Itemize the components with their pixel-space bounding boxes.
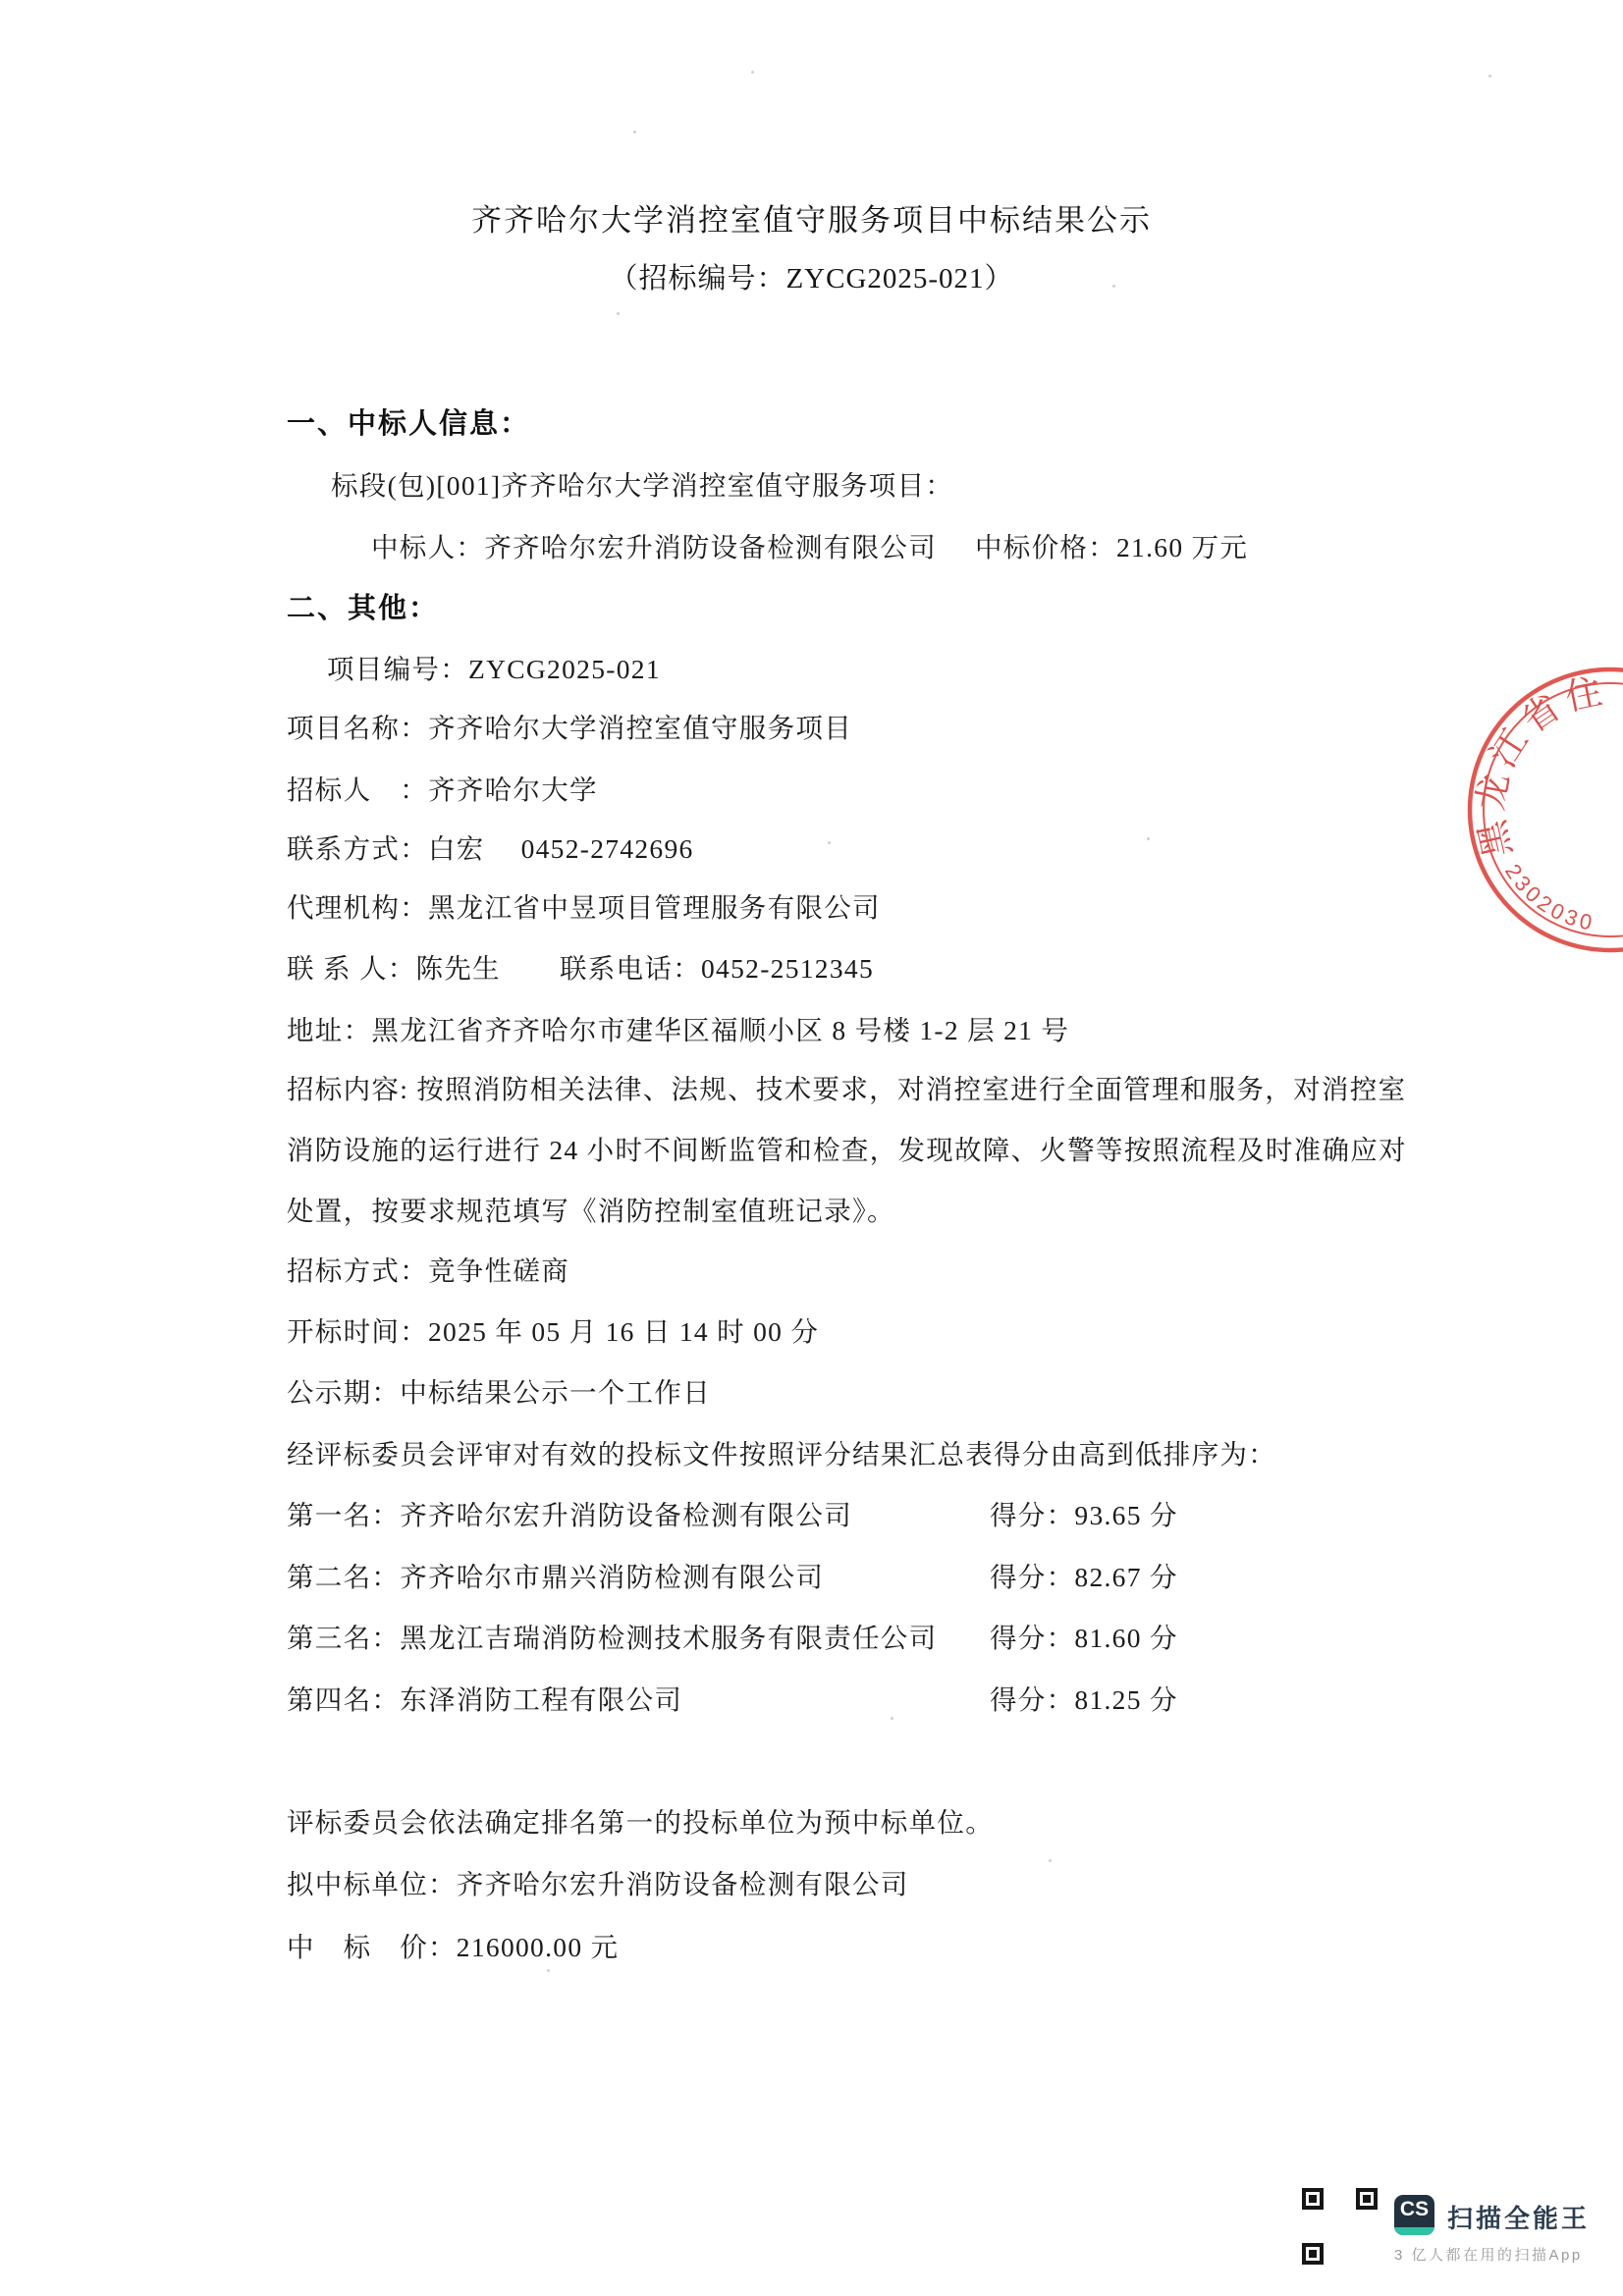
project-number-line: 项目编号：ZYCG2025-021 <box>327 654 661 684</box>
scan-speck <box>828 841 831 844</box>
ranking-score: 得分：81.60 分 <box>990 1623 1178 1653</box>
scan-speck <box>547 1969 550 1972</box>
tender-content-line3: 处置，按要求规范填写《消防控制室值班记录》。 <box>287 1196 895 1226</box>
ranking-company: 第二名：齐齐哈尔市鼎兴消防检测有限公司 <box>287 1562 825 1592</box>
tender-number-subtitle: （招标编号：ZYCG2025-021） <box>609 263 1014 294</box>
camscanner-logo-letters: CS <box>1399 2198 1430 2220</box>
winner-name: 中标人：齐齐哈尔宏升消防设备检测有限公司 <box>371 532 937 562</box>
tender-content-line2: 消防设施的运行进行 24 小时不间断监管和检查，发现故障、火警等按照流程及时准确应对 <box>287 1135 1407 1165</box>
winner-price: 中标价格：21.60 万元 <box>975 532 1249 562</box>
section1-heading: 一、中标人信息： <box>287 408 531 440</box>
scan-speck <box>633 131 636 133</box>
qr-finder-icon <box>1356 2188 1378 2210</box>
proposed-winner-line: 拟中标单位：齐齐哈尔宏升消防设备检测有限公司 <box>287 1869 909 1899</box>
qr-finder-icon <box>1302 2243 1324 2265</box>
winner-line <box>371 528 1249 567</box>
ranking-company: 第一名：齐齐哈尔宏升消防设备检测有限公司 <box>287 1500 852 1530</box>
scan-speck <box>1049 1859 1052 1862</box>
scan-speck <box>617 312 620 315</box>
agency-phone: 联系电话：0452-2512345 <box>560 953 875 984</box>
tender-content-line1: 招标内容: 按照消防相关法律、法规、技术要求，对消控室进行全面管理和服务，对消控室 <box>287 1074 1407 1104</box>
agency-contact-line <box>287 949 875 988</box>
scan-speck <box>1147 837 1150 840</box>
ranking-company: 第三名：黑龙江吉瑞消防检测技术服务有限责任公司 <box>287 1623 938 1653</box>
agency-contact-name: 联 系 人：陈先生 <box>287 953 501 984</box>
publicity-line: 公示期：中标结果公示一个工作日 <box>287 1377 711 1408</box>
lot-line: 标段(包)[001]齐齐哈尔大学消控室值守服务项目： <box>331 470 954 501</box>
scan-speck <box>1112 285 1115 288</box>
contact-line: 联系方式：白宏 0452-2742696 <box>287 833 694 864</box>
seal-arc-text: 黑龙江省住 <box>1471 670 1612 861</box>
agency-line: 代理机构：黑龙江省中昱项目管理服务有限公司 <box>287 892 881 923</box>
seal-serial-number: 2302030 <box>1499 859 1598 936</box>
seal-inner-ring <box>1484 683 1623 936</box>
ranking-score: 得分：81.25 分 <box>990 1684 1178 1715</box>
document-title: 齐齐哈尔大学消控室值守服务项目中标结果公示 <box>471 203 1152 238</box>
ranking-row <box>287 1558 1178 1597</box>
project-name-line: 项目名称：齐齐哈尔大学消控室值守服务项目 <box>287 713 852 743</box>
camscanner-app-name: 扫描全能王 <box>1447 2204 1591 2233</box>
qr-finder-icon <box>1302 2188 1324 2210</box>
scan-speck <box>1488 75 1491 78</box>
method-line: 招标方式：竞争性磋商 <box>287 1255 569 1286</box>
ranking-row <box>287 1619 1178 1658</box>
ranking-score: 得分：93.65 分 <box>990 1500 1178 1530</box>
ranking-row <box>287 1681 1178 1720</box>
determination-line: 评标委员会依法确定排名第一的投标单位为预中标单位。 <box>287 1807 994 1838</box>
tenderee-line: 招标人 ：齐齐哈尔大学 <box>287 774 598 805</box>
ranking-row <box>287 1496 1178 1535</box>
seal-outer-ring <box>1470 669 1623 950</box>
camscanner-tagline: 3 亿人都在用的扫描App <box>1394 2247 1583 2264</box>
section2-heading: 二、其他： <box>287 593 440 624</box>
qr-code <box>1302 2188 1378 2265</box>
open-time-line: 开标时间：2025 年 05 月 16 日 14 时 00 分 <box>287 1316 820 1347</box>
award-price-line: 中 标 价：216000.00 元 <box>287 1932 620 1962</box>
official-red-seal <box>1463 663 1623 957</box>
camscanner-logo-icon <box>1394 2195 1434 2235</box>
ranking-intro-line: 经评标委员会评审对有效的投标文件按照评分结果汇总表得分由高到低排序为： <box>287 1439 1276 1469</box>
scan-speck <box>891 1717 893 1720</box>
camscanner-logo-teal-bar <box>1394 2227 1434 2235</box>
ranking-company: 第四名：东泽消防工程有限公司 <box>287 1684 683 1715</box>
address-line: 地址：黑龙江省齐齐哈尔市建华区福顺小区 8 号楼 1-2 层 21 号 <box>287 1015 1070 1045</box>
scan-speck <box>751 71 754 74</box>
ranking-score: 得分：82.67 分 <box>990 1562 1178 1592</box>
